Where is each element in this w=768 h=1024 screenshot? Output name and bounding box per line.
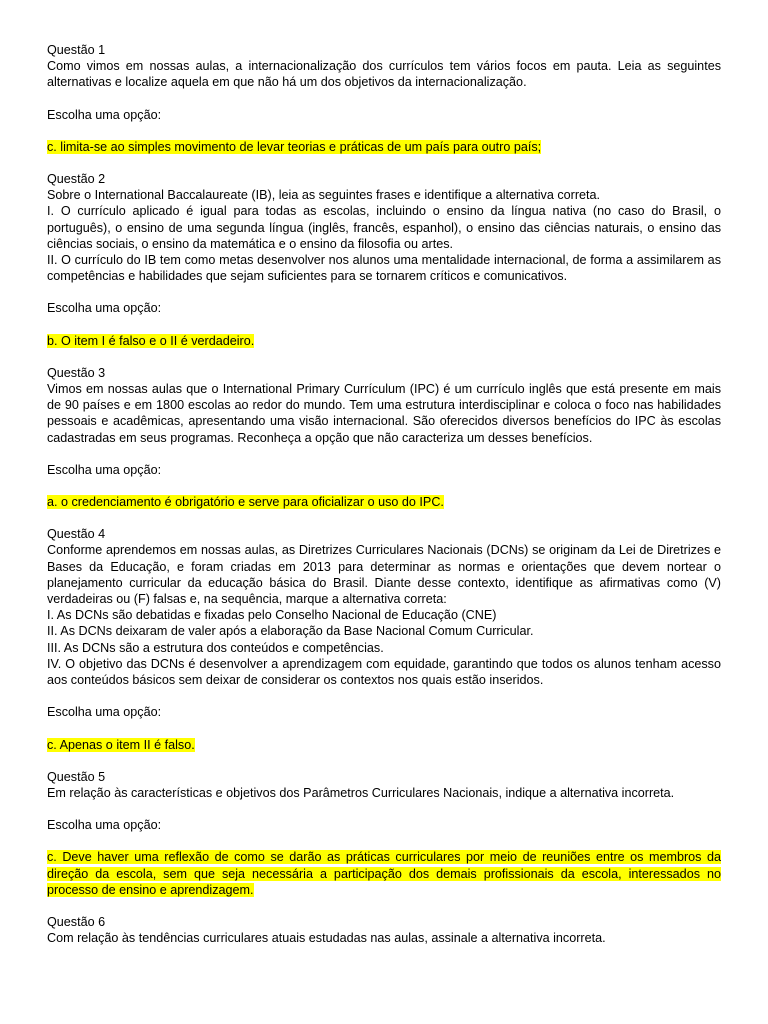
answer-highlight: b. O item I é falso e o II é verdadeiro. — [47, 333, 255, 348]
question-title: Questão 4 — [47, 527, 106, 542]
choose-option-label: Escolha uma opção: — [47, 462, 162, 477]
question-text: Como vimos em nossas aulas, a internacionalização dos currículos tem vários focos em pauta. Leia as seguintes alternativas e localize aquela em que não há um dos objetivos da internacionalização. — [47, 59, 721, 90]
question-title: Questão 6 — [47, 914, 106, 929]
question-title: Questão 3 — [47, 365, 106, 380]
selected-answer — [47, 333, 721, 349]
question-4 — [47, 526, 721, 768]
answer-highlight: c. Apenas o item II é falso. — [47, 737, 195, 752]
question-title: Questão 1 — [47, 43, 106, 57]
statement-item: II. As DCNs deixaram de valer após a elaboração da Base Nacional Comum Curricular. — [47, 624, 534, 639]
question-5 — [47, 769, 721, 914]
selected-answer — [47, 737, 721, 753]
selected-answer — [47, 849, 721, 898]
question-title: Questão 5 — [47, 769, 106, 784]
choose-option-label: Escolha uma opção: — [47, 301, 162, 316]
question-1 — [47, 42, 721, 171]
question-title: Questão 2 — [47, 172, 106, 187]
question-2 — [47, 171, 721, 365]
statement-item: II. O currículo do IB tem como metas desenvolver nos alunos uma mentalidade internacional, de forma a assimilarem as competências e habilidades que sejam suficientes para se tornarem críticos e comunicativos. — [47, 253, 721, 284]
statement-item: IV. O objetivo das DCNs é desenvolver a aprendizagem com equidade, garantindo que todos os alunos tenham acesso aos conteúdos básicos sem deixar de considerar os contextos nos quais estão inseridos. — [47, 656, 721, 688]
question-3 — [47, 365, 721, 526]
question-text: Vimos em nossas aulas que o International Primary Currículum (IPC) é um currículo inglês que está presente em mais de 90 países e em 1800 escolas ao redor do mundo. Tem uma estrutura interdisciplinar e coloca o foco nas habilidades pessoais e acadêmicas, apresentando uma visão internacional. São oferecidos diversos benefícios do IPC às escolas cadastradas em seus programas. Reconheça a opção que não caracteriza um desses benefícios. — [47, 382, 721, 445]
statement-item: I. As DCNs são debatidas e fixadas pelo Conselho Nacional de Educação (CNE) — [47, 608, 497, 623]
choose-option-label: Escolha uma opção: — [47, 818, 162, 833]
statement-item: III. As DCNs são a estrutura dos conteúdos e competências. — [47, 640, 384, 655]
answer-highlight: c. Deve haver uma reflexão de como se darão as práticas curriculares por meio de reuniões entre os membros da direção da escola, sem que seja necessária a participação dos demais profissionais da escola, interessados no processo de ensino e aprendizagem. — [47, 850, 721, 897]
answer-highlight: a. o credenciamento é obrigatório e serve para oficializar o uso do IPC. — [47, 495, 444, 510]
statement-item: I. O currículo aplicado é igual para todas as escolas, incluindo o ensino da língua nativa (no caso do Brasil, o português), o ensino de uma segunda língua (inglês, francês, espanhol), o ensino das ciências naturais, o ensino das ciências sociais, o ensino da matemática e o ensino da filosofia ou artes. — [47, 204, 721, 251]
choose-option-label: Escolha uma opção: — [47, 705, 162, 720]
question-text: Sobre o International Baccalaureate (IB), leia as seguintes frases e identifique a alternativa correta. — [47, 188, 601, 203]
answer-highlight: c. limita-se ao simples movimento de levar teorias e práticas de um país para outro país; — [47, 139, 542, 154]
question-text: Conforme aprendemos em nossas aulas, as Diretrizes Curriculares Nacionais (DCNs) se originam da Lei de Diretrizes e Bases da Educação, e foram criadas em 2013 para determinar as normas e orientações que devem nortear o planejamento curricular da educação básica do Brasil. Diante desse contexto, identifique as afirmativas como (V) verdadeiras ou (F) falsas e, na sequência, marque a alternativa correta: — [47, 543, 721, 607]
choose-option-label: Escolha uma opção: — [47, 107, 162, 122]
question-text: Com relação às tendências curriculares atuais estudadas nas aulas, assinale a alternativa incorreta. — [47, 931, 606, 946]
question-text: Em relação às características e objetivos dos Parâmetros Curriculares Nacionais, indique a alternativa incorreta. — [47, 785, 675, 800]
question-6 — [47, 914, 721, 946]
selected-answer — [47, 139, 721, 155]
selected-answer — [47, 494, 721, 510]
